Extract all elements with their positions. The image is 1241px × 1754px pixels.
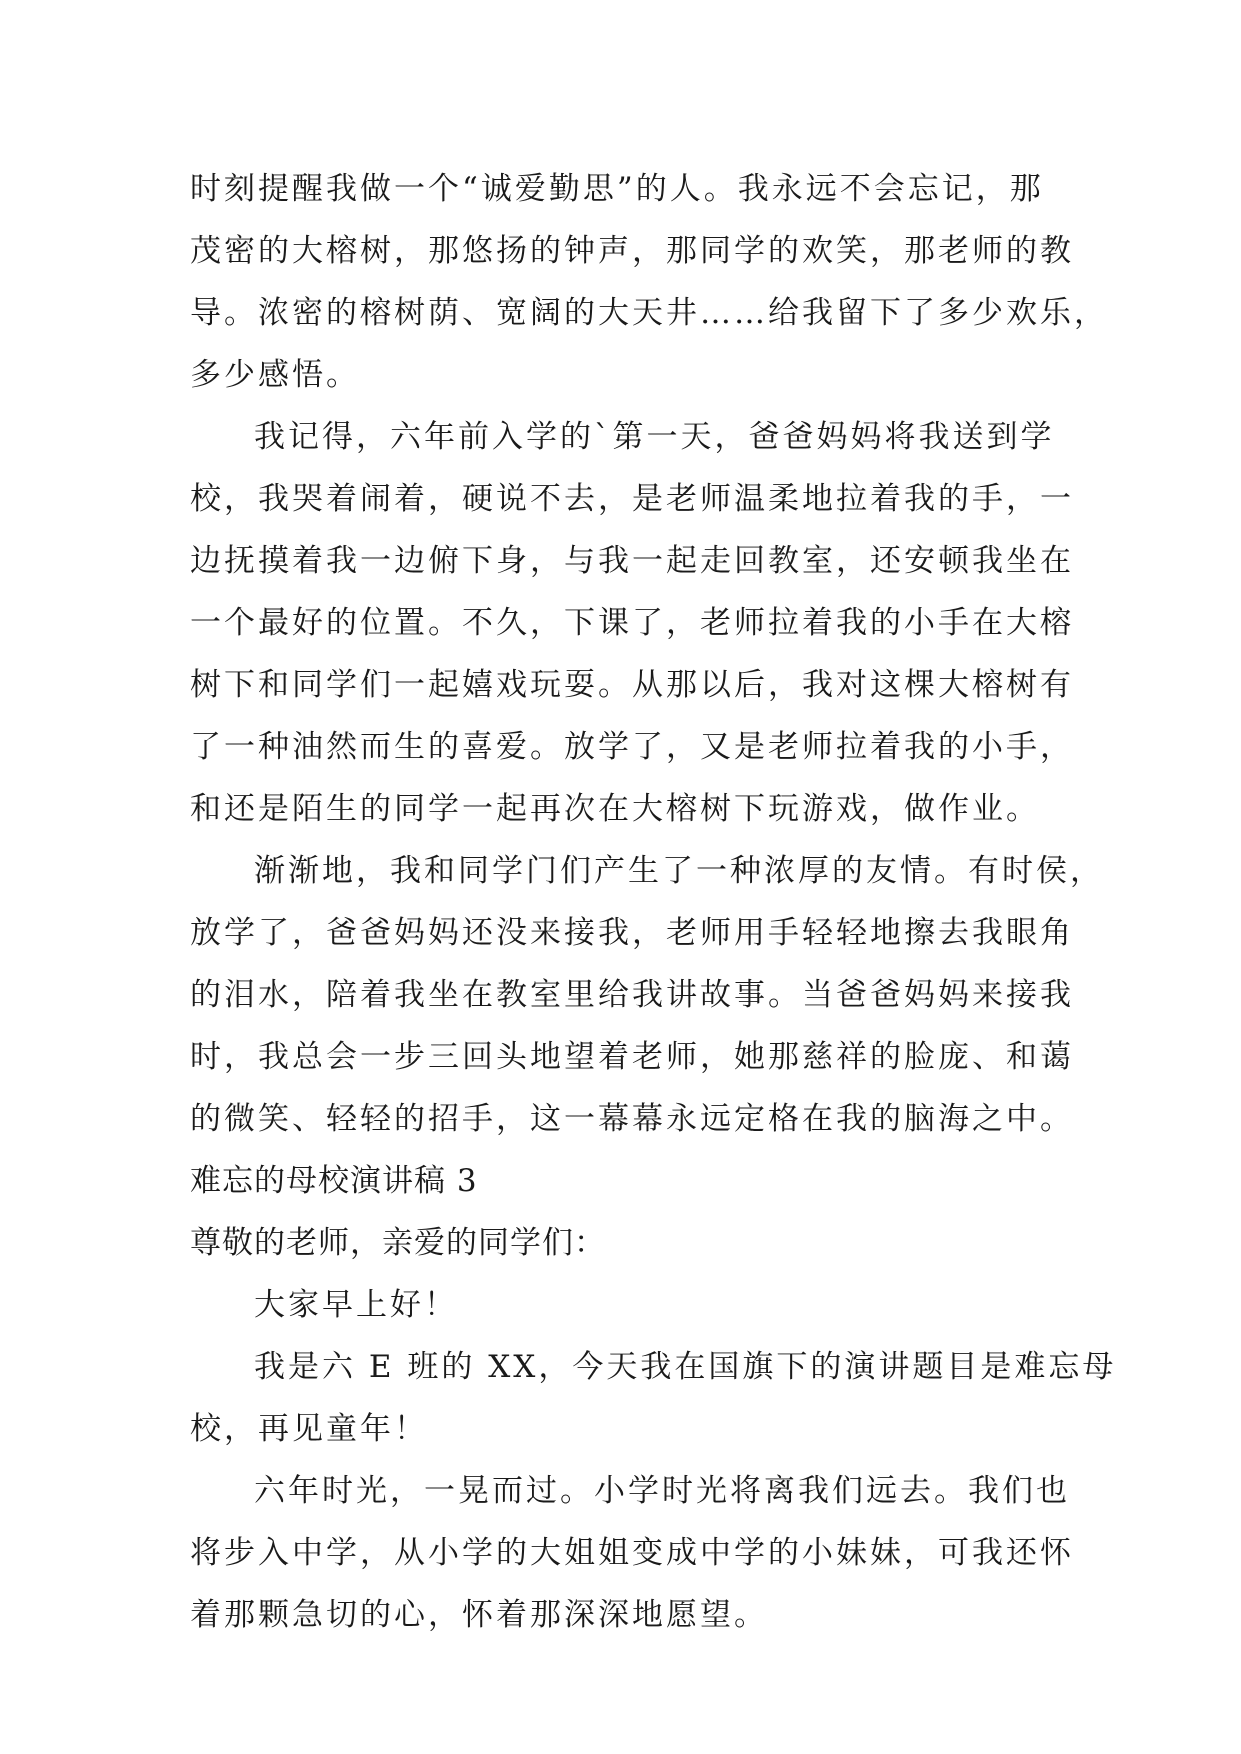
text-line: 将步入中学，从小学的大姐姐变成中学的小妹妹，可我还怀 (190, 1535, 1074, 1571)
document-body (190, 158, 1117, 1646)
text-line: 着那颗急切的心，怀着那深深地愿望。 (190, 1597, 768, 1633)
text-line: 的泪水，陪着我坐在教室里给我讲故事。当爸爸妈妈来接我 (190, 977, 1074, 1013)
text-line: 大家早上好！ (254, 1287, 458, 1323)
text-line: 校，我哭着闹着，硬说不去，是老师温柔地拉着我的手，一 (190, 481, 1074, 517)
text-line: 六年时光，一晃而过。小学时光将离我们远去。我们也 (254, 1473, 1070, 1509)
text-line: 多少感悟。 (190, 357, 360, 393)
text-line: 校，再见童年！ (190, 1411, 428, 1447)
text-line: 一个最好的位置。不久，下课了，老师拉着我的小手在大榕 (190, 605, 1074, 641)
text-line: 了一种油然而生的喜爱。放学了，又是老师拉着我的小手， (190, 729, 1074, 765)
section-heading-line: 尊敬的老师，亲爱的同学们： (190, 1225, 606, 1261)
text-line: 导。浓密的榕树荫、宽阔的大天井……给我留下了多少欢乐， (190, 295, 1108, 331)
text-line: 和还是陌生的同学一起再次在大榕树下玩游戏，做作业。 (190, 791, 1040, 827)
section-heading-line: 难忘的母校演讲稿 3 (190, 1163, 478, 1199)
text-line: 时刻提醒我做一个“诚爱勤思”的人。我永远不会忘记，那 (190, 171, 1044, 207)
text-line: 树下和同学们一起嬉戏玩耍。从那以后，我对这棵大榕树有 (190, 667, 1074, 703)
text-line: 茂密的大榕树，那悠扬的钟声，那同学的欢笑，那老师的教 (190, 233, 1074, 269)
text-line: 放学了，爸爸妈妈还没来接我，老师用手轻轻地擦去我眼角 (190, 915, 1074, 951)
text-line: 我是六 E 班的 XX，今天我在国旗下的演讲题目是难忘母 (254, 1349, 1117, 1385)
text-line: 时，我总会一步三回头地望着老师，她那慈祥的脸庞、和蔼 (190, 1039, 1074, 1075)
text-line: 渐渐地，我和同学门们产生了一种浓厚的友情。有时侯， (254, 853, 1104, 889)
text-line: 边抚摸着我一边俯下身，与我一起走回教室，还安顿我坐在 (190, 543, 1074, 579)
text-line: 的微笑、轻轻的招手，这一幕幕永远定格在我的脑海之中。 (190, 1101, 1074, 1137)
text-line: 我记得，六年前入学的`第一天，爸爸妈妈将我送到学 (254, 419, 1055, 455)
